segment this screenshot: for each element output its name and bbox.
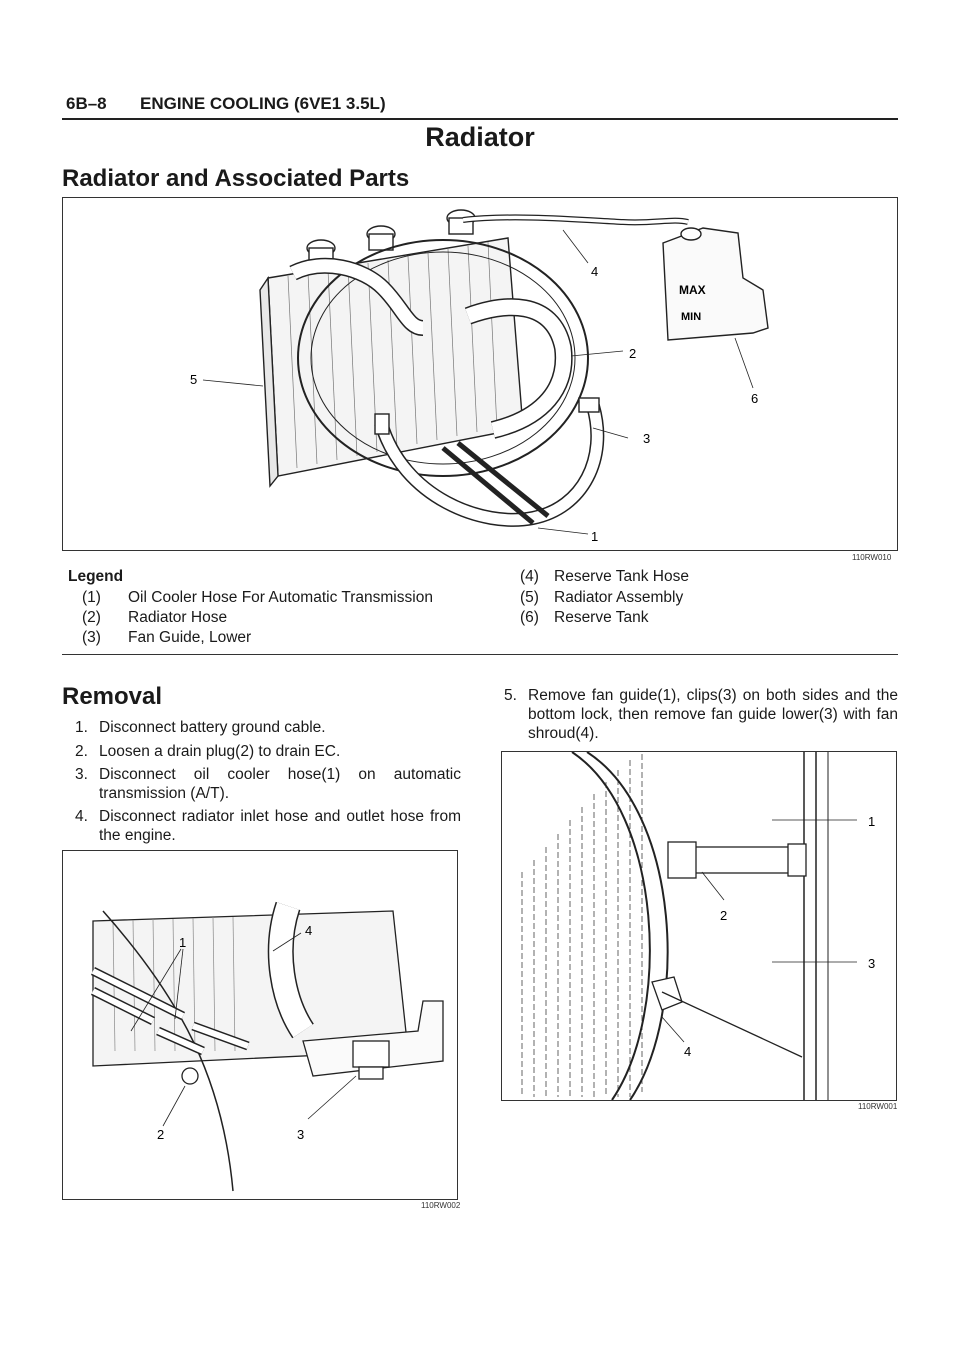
- legend-num: (2): [82, 609, 101, 626]
- legend-num: (3): [82, 629, 101, 646]
- figure-code-3: 110RW001: [858, 1102, 898, 1111]
- removal-step: [75, 765, 463, 805]
- legend-num: (6): [520, 609, 539, 626]
- legend-text: Fan Guide, Lower: [128, 629, 252, 646]
- radiator-illustration: [63, 198, 897, 550]
- step-text: shroud(4).: [528, 725, 599, 742]
- figure-code-1: 110RW010: [852, 553, 892, 562]
- fig2-callout-3: 3: [297, 1127, 305, 1142]
- legend-num: (4): [520, 568, 539, 585]
- step-text: Remove fan guide(1), clips(3) on both sides and the: [528, 687, 898, 704]
- legend-num: (5): [520, 589, 539, 606]
- tank-max-label: MAX: [679, 283, 706, 297]
- removal-step: [504, 686, 898, 746]
- removal-heading: Removal: [62, 683, 163, 710]
- step-number: 2.: [75, 743, 88, 760]
- step-text: Disconnect radiator inlet hose and outlet hose from: [99, 808, 461, 825]
- fig3-callout-2: 2: [720, 908, 728, 923]
- removal-step: [75, 807, 463, 847]
- page-header: [62, 92, 898, 120]
- fig1-callout-2: 2: [629, 346, 637, 361]
- step-number: 3.: [75, 766, 88, 783]
- legend-text: Reserve Tank Hose: [554, 568, 689, 585]
- legend-text: Radiator Hose: [128, 609, 228, 626]
- legend: [62, 568, 898, 655]
- section-code: 6B–8: [66, 94, 107, 113]
- figure-radiator-parts: [62, 197, 898, 551]
- fig1-callout-6: 6: [751, 391, 759, 406]
- fig1-callout-1: 1: [591, 529, 599, 544]
- page-title: Radiator: [425, 122, 535, 152]
- legend-text: Reserve Tank: [554, 609, 649, 626]
- legend-title: Legend: [68, 568, 124, 585]
- step-text: transmission (A/T).: [99, 785, 230, 802]
- oil-cooler-hose-illustration: [63, 851, 457, 1199]
- tank-min-label: MIN: [681, 311, 702, 323]
- fig3-callout-3: 3: [868, 956, 876, 971]
- fig2-callout-1: 1: [179, 935, 187, 950]
- fig1-callout-3: 3: [643, 431, 651, 446]
- section-subtitle: Radiator and Associated Parts: [62, 165, 410, 192]
- section-title: ENGINE COOLING (6VE1 3.5L): [140, 94, 386, 113]
- figure-fan-guide: [501, 751, 897, 1101]
- step-number: 1.: [75, 719, 88, 736]
- legend-text: Radiator Assembly: [554, 589, 684, 606]
- step-text: Disconnect oil cooler hose(1) on automatic: [99, 766, 461, 783]
- step-text: Loosen a drain plug(2) to drain EC.: [99, 743, 341, 760]
- figure-oil-cooler-hoses: [62, 850, 458, 1200]
- fig1-callout-4: 4: [591, 264, 599, 279]
- legend-num: (1): [82, 589, 101, 606]
- fig3-callout-4: 4: [684, 1044, 692, 1059]
- figure-code-2: 110RW002: [421, 1201, 461, 1210]
- fan-guide-illustration: [502, 752, 896, 1100]
- legend-text: Oil Cooler Hose For Automatic Transmission: [128, 589, 433, 606]
- step-number: 4.: [75, 808, 88, 825]
- step-text: Disconnect battery ground cable.: [99, 719, 326, 736]
- fig1-callout-5: 5: [190, 372, 198, 387]
- fig2-callout-4: 4: [305, 923, 313, 938]
- step-text: the engine.: [99, 827, 176, 844]
- fig3-callout-1: 1: [868, 814, 876, 829]
- fig2-callout-2: 2: [157, 1127, 165, 1142]
- step-text: bottom lock, then remove fan guide lower(3) with fan: [528, 706, 898, 723]
- step-number: 5.: [504, 687, 517, 704]
